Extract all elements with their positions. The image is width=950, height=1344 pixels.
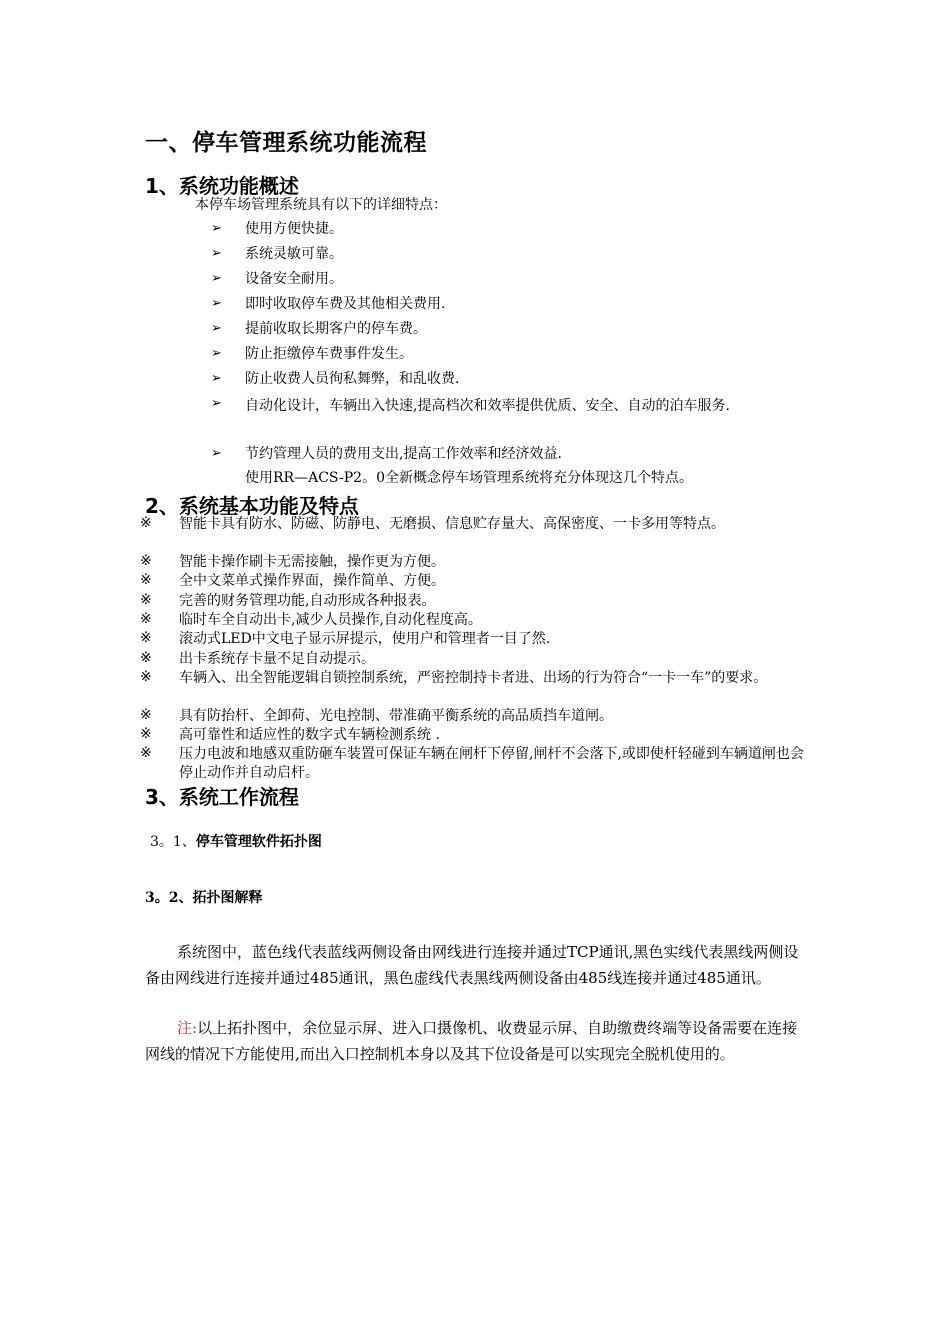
arrow-bullet-icon: ➢ bbox=[211, 246, 222, 261]
section1-intro: 本停车场管理系统具有以下的详细特点： bbox=[195, 197, 447, 213]
section3-title: 3、系统工作流程 bbox=[145, 785, 299, 809]
reference-mark-icon: ※ bbox=[140, 572, 152, 588]
section1-list-item: 自动化设计，车辆出入快速,提高档次和效率提供优质、安全、自动的泊车服务. bbox=[245, 398, 730, 414]
section1-list-item: 系统灵敏可靠。 bbox=[245, 246, 343, 262]
section1-list-item: 节约管理人员的费用支出,提高工作效率和经济效益. bbox=[245, 446, 562, 462]
topology-note bbox=[145, 1016, 810, 1067]
subsection-3-2-title: 拓扑图解释 bbox=[192, 890, 263, 906]
subsection-3-1-title: 停车管理软件拓扑图 bbox=[195, 834, 322, 850]
section1-title: 1、系统功能概述 bbox=[145, 174, 299, 198]
subsection-3-2 bbox=[145, 887, 262, 907]
section2-list-item: 出卡系统存卡量不足自动提示。 bbox=[179, 651, 375, 667]
section2-list-item: 智能卡具有防水、防磁、防静电、无磨损、信息贮存量大、高保密度、一卡多用等特点。 bbox=[179, 516, 725, 532]
arrow-bullet-icon: ➢ bbox=[211, 346, 222, 361]
arrow-bullet-icon: ➢ bbox=[211, 446, 222, 461]
section2-list-item: 临时车全自动出卡,减少人员操作,自动化程度高。 bbox=[179, 612, 482, 628]
section1-list-item: 提前收取长期客户的停车费。 bbox=[245, 321, 427, 337]
section1-list-item: 防止收费人员徇私舞弊，和乱收费. bbox=[245, 371, 460, 387]
section2-list-item: 全中文菜单式操作界面，操作简单、方便。 bbox=[179, 573, 445, 589]
arrow-bullet-icon: ➢ bbox=[211, 221, 222, 236]
reference-mark-icon: ※ bbox=[140, 745, 152, 761]
section2-list-item: 滚动式LED中文电子显示屏提示，使用户和管理者一目了然. bbox=[179, 631, 551, 647]
section2-list-item: 车辆入、出全智能逻辑自锁控制系统，严密控制持卡者进、出场的行为符合“一卡一车”的要求。 bbox=[179, 670, 768, 686]
subsection-3-1 bbox=[150, 831, 322, 851]
section1-closing: 使用RR—ACS-P2。0全新概念停车场管理系统将充分体现这几个特点。 bbox=[245, 470, 693, 486]
reference-mark-icon: ※ bbox=[140, 515, 152, 531]
subsection-3-1-number: 3。1、 bbox=[150, 834, 196, 850]
topology-explanation: 系统图中，蓝色线代表蓝线两侧设备由网线进行连接并通过TCP通讯,黑色实线代表黑线两侧设备由网线进行连接并通过485通讯，黑色虚线代表黑线两侧设备由485线连接并通过485通讯。 bbox=[145, 943, 799, 987]
reference-mark-icon: ※ bbox=[140, 650, 152, 666]
arrow-bullet-icon: ➢ bbox=[211, 396, 222, 411]
subsection-3-2-number: 3。2、 bbox=[145, 890, 193, 906]
section2-list-item: 完善的财务管理功能,自动形成各种报表。 bbox=[179, 593, 436, 609]
note-text: 以上拓扑图中，余位显示屏、进入口摄像机、收费显示屏、自助缴费终端等设备需要在连接网线的情况下方能使用,而出入口控制机本身以及其下位设备是可以实现完全脱机使用的。 bbox=[145, 1019, 798, 1063]
reference-mark-icon: ※ bbox=[140, 611, 152, 627]
section2-list-item: 高可靠性和适应性的数字式车辆检测系统 . bbox=[179, 727, 440, 743]
reference-mark-icon: ※ bbox=[140, 669, 152, 685]
section2-title: 2、系统基本功能及特点 bbox=[145, 494, 359, 518]
main-heading: 一、停车管理系统功能流程 bbox=[145, 130, 427, 156]
note-label: 注: bbox=[177, 1019, 198, 1037]
reference-mark-icon: ※ bbox=[140, 630, 152, 646]
arrow-bullet-icon: ➢ bbox=[211, 321, 222, 336]
section2-list-item: 智能卡操作刷卡无需接触，操作更为方便。 bbox=[179, 554, 445, 570]
reference-mark-icon: ※ bbox=[140, 707, 152, 723]
section2-list-item: 具有防抬杆、全卸荷、光电控制、带准确平衡系统的高品质挡车道闸。 bbox=[179, 708, 613, 724]
reference-mark-icon: ※ bbox=[140, 553, 152, 569]
section1-list-item: 即时收取停车费及其他相关费用. bbox=[245, 296, 446, 312]
reference-mark-icon: ※ bbox=[140, 726, 152, 742]
arrow-bullet-icon: ➢ bbox=[211, 271, 222, 286]
arrow-bullet-icon: ➢ bbox=[211, 296, 222, 311]
section1-list-item: 设备安全耐用。 bbox=[245, 271, 343, 287]
reference-mark-icon: ※ bbox=[140, 592, 152, 608]
arrow-bullet-icon: ➢ bbox=[211, 371, 222, 386]
section1-list-item: 使用方便快捷。 bbox=[245, 221, 343, 237]
section1-list-item: 防止拒缴停车费事件发生。 bbox=[245, 346, 413, 362]
section2-list-item: 压力电波和地感双重防砸车装置可保证车辆在闸杆下停留,闸杆不会落下,或即使杆轻碰到车辆道闸也会停止动作并自动启杆。 bbox=[179, 746, 804, 781]
